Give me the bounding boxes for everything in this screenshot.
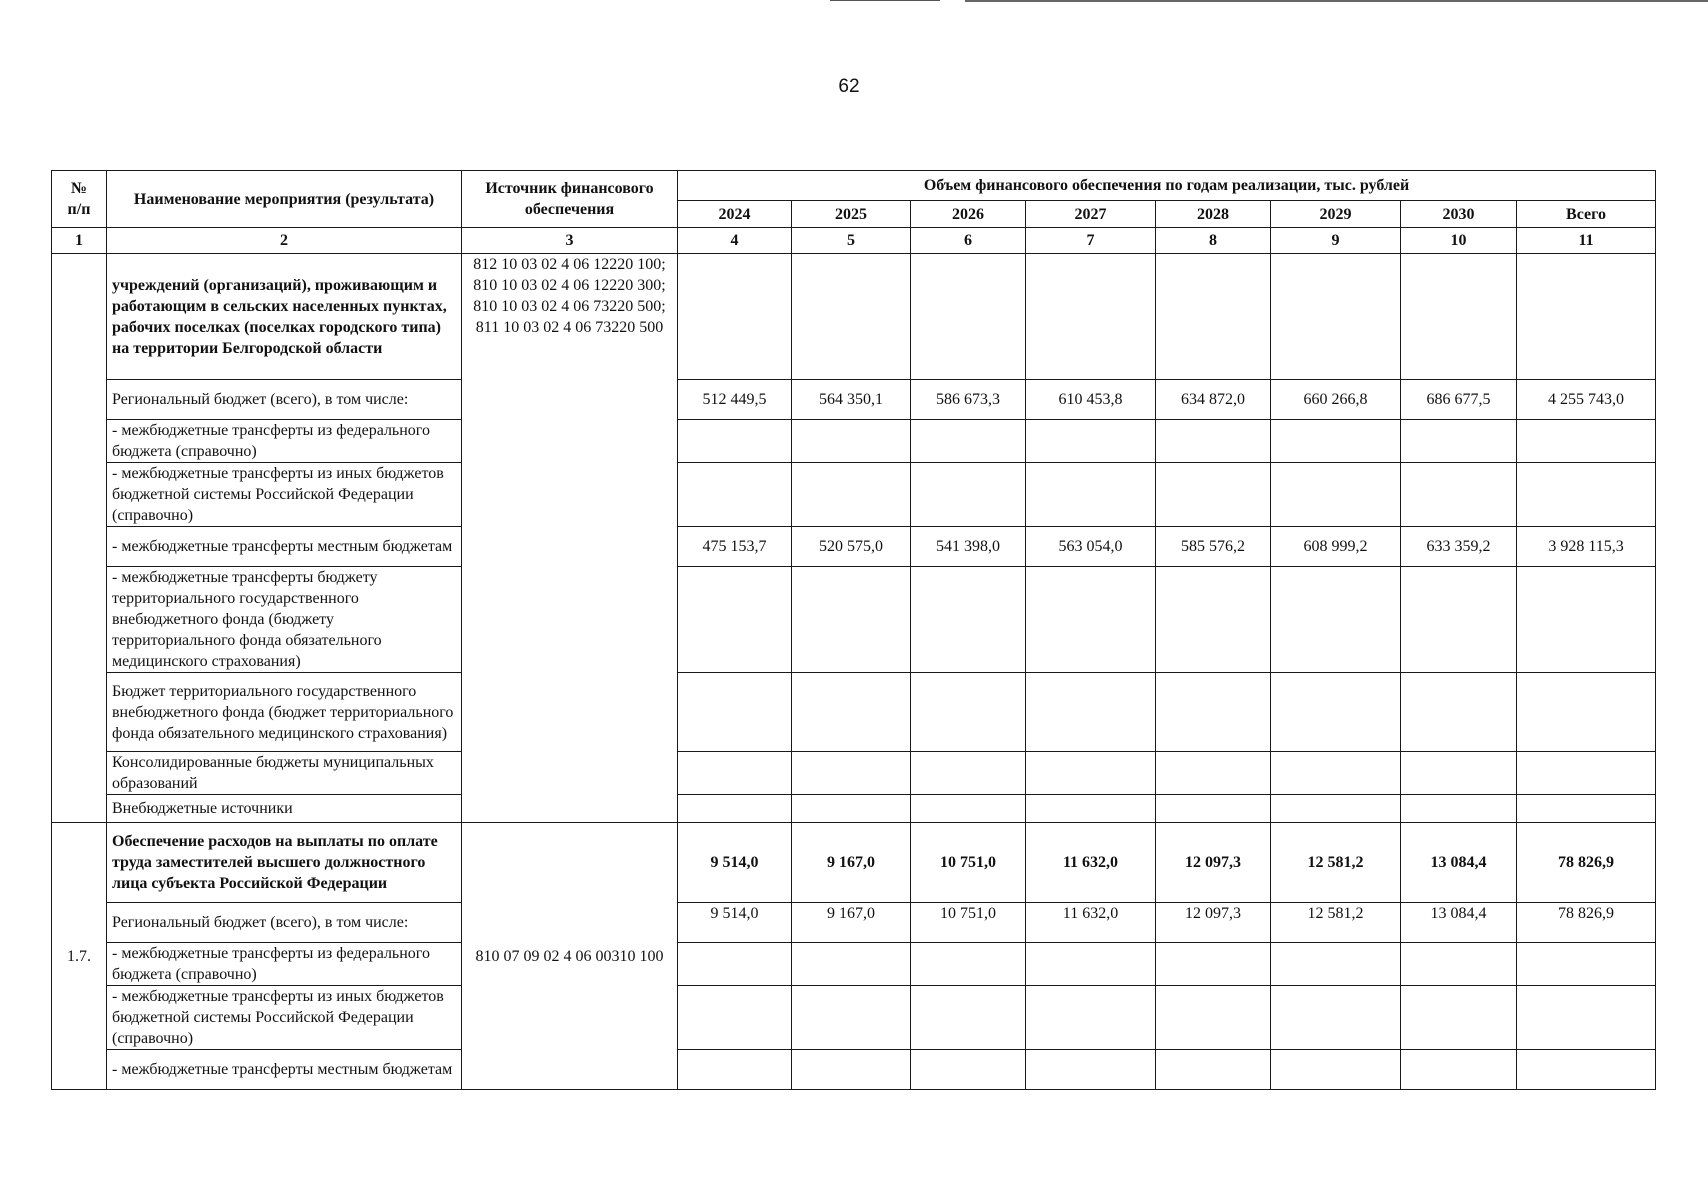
year-value-cell: 11 632,0: [1026, 823, 1156, 903]
year-value-cell: [1026, 1050, 1156, 1090]
table-row: [52, 986, 1656, 1050]
year-value-cell: 633 359,2: [1401, 527, 1517, 567]
year-value-cell: [1156, 463, 1271, 527]
year-value-cell: [1026, 567, 1156, 673]
column-number-cell: 1: [52, 228, 107, 254]
year-value-cell: [1026, 986, 1156, 1050]
year-value-cell: [1156, 673, 1271, 752]
year-value-cell: [678, 673, 792, 752]
year-value-cell: 520 575,0: [792, 527, 911, 567]
year-cell: 2029: [1271, 201, 1401, 228]
year-value-cell: [1401, 567, 1517, 673]
year-value-cell: [1271, 420, 1401, 463]
total-value-cell: [1517, 1050, 1656, 1090]
activity-name-cell: - межбюджетные трансферты из иных бюджетов бюджетной системы Российской Федерации (справочно): [107, 463, 462, 527]
year-value-cell: [678, 567, 792, 673]
year-value-cell: [911, 254, 1026, 380]
total-value-cell: [1517, 420, 1656, 463]
table-row: [52, 527, 1656, 567]
financing-table: [51, 170, 1656, 1090]
page-number: 62: [838, 76, 860, 97]
table-row: [52, 752, 1656, 795]
year-value-cell: [678, 943, 792, 986]
year-value-cell: 9 514,0: [678, 823, 792, 903]
year-value-cell: [911, 943, 1026, 986]
year-value-cell: [678, 463, 792, 527]
column-number-cell: 7: [1026, 228, 1156, 254]
year-value-cell: 9 167,0: [792, 903, 911, 943]
year-value-cell: 12 097,3: [1156, 823, 1271, 903]
year-value-cell: [911, 752, 1026, 795]
year-value-cell: [1026, 943, 1156, 986]
table-row: [52, 254, 1656, 380]
table-row: [52, 673, 1656, 752]
activity-name-cell: Региональный бюджет (всего), в том числе:: [107, 380, 462, 420]
activity-name-cell: - межбюджетные трансферты местным бюджетам: [107, 527, 462, 567]
year-value-cell: [1026, 463, 1156, 527]
column-number-cell: 11: [1517, 228, 1656, 254]
year-value-cell: [1156, 420, 1271, 463]
table-row: [52, 943, 1656, 986]
year-cell: 2026: [911, 201, 1026, 228]
scan-artifact-line: [830, 0, 940, 1]
activity-name-cell: Консолидированные бюджеты муниципальных образований: [107, 752, 462, 795]
total-value-cell: [1517, 943, 1656, 986]
year-value-cell: [1156, 254, 1271, 380]
activity-name-cell: - межбюджетные трансферты из федерального бюджета (справочно): [107, 943, 462, 986]
year-value-cell: [1401, 420, 1517, 463]
column-number-cell: 8: [1156, 228, 1271, 254]
year-value-cell: 10 751,0: [911, 903, 1026, 943]
total-value-cell: [1517, 463, 1656, 527]
year-value-cell: [1271, 752, 1401, 795]
activity-name-cell: - межбюджетные трансферты из иных бюджетов бюджетной системы Российской Федерации (справочно): [107, 986, 462, 1050]
column-number-cell: 3: [462, 228, 678, 254]
year-value-cell: 686 677,5: [1401, 380, 1517, 420]
row-number-cell: 1.7.: [52, 823, 107, 1090]
funding-source-cell: 812 10 03 02 4 06 12220 100; 810 10 03 02 4 06 12220 300; 810 10 03 02 4 06 73220 500; 811 10 03 02 4 06 73220 500: [462, 254, 678, 823]
year-value-cell: [1156, 943, 1271, 986]
funding-source-cell: 810 07 09 02 4 06 00310 100: [462, 823, 678, 1090]
column-number-cell: 5: [792, 228, 911, 254]
year-value-cell: [792, 1050, 911, 1090]
column-number-cell: 4: [678, 228, 792, 254]
year-value-cell: [1401, 254, 1517, 380]
table-body: [52, 228, 1656, 1090]
year-value-cell: [1271, 567, 1401, 673]
activity-name-cell: Внебюджетные источники: [107, 795, 462, 823]
total-value-cell: [1517, 795, 1656, 823]
year-value-cell: 586 673,3: [911, 380, 1026, 420]
header-volume: Объем финансового обеспечения по годам реализации, тыс. рублей: [678, 171, 1656, 201]
activity-name-cell: - межбюджетные трансферты бюджету территориального государственного внебюджетного фонда (бюджету территориального фонда обязательного медицинского страхования): [107, 567, 462, 673]
activity-name-cell: Региональный бюджет (всего), в том числе:: [107, 903, 462, 943]
activity-name-cell: Бюджет территориального государственного внебюджетного фонда (бюджет территориального фонда обязательного медицинского страхования): [107, 673, 462, 752]
year-value-cell: [1156, 752, 1271, 795]
table-row: [52, 380, 1656, 420]
total-value-cell: 3 928 115,3: [1517, 527, 1656, 567]
year-value-cell: [1156, 567, 1271, 673]
year-value-cell: [1026, 254, 1156, 380]
table-row: [52, 420, 1656, 463]
year-value-cell: [1026, 795, 1156, 823]
year-value-cell: 10 751,0: [911, 823, 1026, 903]
table-row: [52, 823, 1656, 903]
year-value-cell: 563 054,0: [1026, 527, 1156, 567]
year-value-cell: [678, 986, 792, 1050]
year-value-cell: [1401, 463, 1517, 527]
year-value-cell: 564 350,1: [792, 380, 911, 420]
year-value-cell: [1271, 673, 1401, 752]
year-value-cell: 12 581,2: [1271, 903, 1401, 943]
year-cell: 2028: [1156, 201, 1271, 228]
year-value-cell: [1401, 752, 1517, 795]
year-value-cell: [1026, 673, 1156, 752]
row-number-cell: [52, 254, 107, 823]
table-row: [52, 1050, 1656, 1090]
total-value-cell: [1517, 986, 1656, 1050]
total-header-cell: Всего: [1517, 201, 1656, 228]
year-value-cell: [911, 420, 1026, 463]
total-value-cell: [1517, 254, 1656, 380]
year-value-cell: [1156, 1050, 1271, 1090]
year-value-cell: [792, 254, 911, 380]
column-number-row: [52, 228, 1656, 254]
year-value-cell: 12 581,2: [1271, 823, 1401, 903]
year-value-cell: [678, 420, 792, 463]
activity-name-cell: - межбюджетные трансферты из федерального бюджета (справочно): [107, 420, 462, 463]
year-value-cell: 475 153,7: [678, 527, 792, 567]
year-value-cell: 12 097,3: [1156, 903, 1271, 943]
year-value-cell: 634 872,0: [1156, 380, 1271, 420]
year-cell: 2025: [792, 201, 911, 228]
year-value-cell: [678, 1050, 792, 1090]
year-value-cell: [1401, 1050, 1517, 1090]
header-source: Источник финансового обеспечения: [462, 171, 678, 228]
total-value-cell: [1517, 673, 1656, 752]
year-value-cell: 512 449,5: [678, 380, 792, 420]
year-value-cell: [911, 463, 1026, 527]
year-value-cell: [911, 795, 1026, 823]
year-value-cell: [792, 943, 911, 986]
column-number-cell: 2: [107, 228, 462, 254]
table-row: [52, 463, 1656, 527]
year-value-cell: [792, 420, 911, 463]
year-cell: 2027: [1026, 201, 1156, 228]
year-value-cell: [911, 986, 1026, 1050]
year-value-cell: [1156, 795, 1271, 823]
year-value-cell: [911, 567, 1026, 673]
year-value-cell: 9 167,0: [792, 823, 911, 903]
year-value-cell: 610 453,8: [1026, 380, 1156, 420]
year-value-cell: [792, 752, 911, 795]
year-value-cell: [678, 752, 792, 795]
total-value-cell: 78 826,9: [1517, 823, 1656, 903]
year-value-cell: [1271, 986, 1401, 1050]
year-value-cell: [911, 673, 1026, 752]
year-cell: 2030: [1401, 201, 1517, 228]
total-value-cell: [1517, 567, 1656, 673]
header-name: Наименование мероприятия (результата): [107, 171, 462, 228]
column-number-cell: 6: [911, 228, 1026, 254]
year-value-cell: [1271, 943, 1401, 986]
year-value-cell: [678, 795, 792, 823]
year-value-cell: [1026, 420, 1156, 463]
year-value-cell: [1271, 1050, 1401, 1090]
header-num: № п/п: [52, 171, 107, 228]
activity-name-cell: - межбюджетные трансферты местным бюджетам: [107, 1050, 462, 1090]
year-value-cell: 13 084,4: [1401, 903, 1517, 943]
year-value-cell: [792, 567, 911, 673]
year-value-cell: [792, 463, 911, 527]
year-value-cell: [1271, 254, 1401, 380]
column-number-cell: 9: [1271, 228, 1401, 254]
table-row: [52, 567, 1656, 673]
year-value-cell: 13 084,4: [1401, 823, 1517, 903]
year-cell: 2024: [678, 201, 792, 228]
year-value-cell: 541 398,0: [911, 527, 1026, 567]
year-value-cell: [1401, 943, 1517, 986]
year-value-cell: [792, 673, 911, 752]
column-number-cell: 10: [1401, 228, 1517, 254]
year-value-cell: [1271, 463, 1401, 527]
year-value-cell: 608 999,2: [1271, 527, 1401, 567]
total-value-cell: 4 255 743,0: [1517, 380, 1656, 420]
year-value-cell: [1401, 673, 1517, 752]
year-value-cell: [1026, 752, 1156, 795]
year-value-cell: [1401, 986, 1517, 1050]
year-value-cell: 11 632,0: [1026, 903, 1156, 943]
year-value-cell: [911, 1050, 1026, 1090]
total-value-cell: 78 826,9: [1517, 903, 1656, 943]
year-value-cell: [1401, 795, 1517, 823]
activity-name-cell: учреждений (организаций), проживающим и работающим в сельских населенных пунктах, рабочих поселках (поселках городского типа) на территории Белгородской области: [107, 254, 462, 380]
year-value-cell: 585 576,2: [1156, 527, 1271, 567]
total-value-cell: [1517, 752, 1656, 795]
table-header: [52, 171, 1656, 228]
year-value-cell: [1271, 795, 1401, 823]
activity-name-cell: Обеспечение расходов на выплаты по оплате труда заместителей высшего должностного лица субъекта Российской Федерации: [107, 823, 462, 903]
year-value-cell: [792, 795, 911, 823]
year-value-cell: [792, 986, 911, 1050]
year-value-cell: 9 514,0: [678, 903, 792, 943]
scan-artifact-line: [965, 0, 1708, 2]
year-value-cell: 660 266,8: [1271, 380, 1401, 420]
table-row: [52, 795, 1656, 823]
year-value-cell: [1156, 986, 1271, 1050]
table-row: [52, 903, 1656, 943]
year-value-cell: [678, 254, 792, 380]
